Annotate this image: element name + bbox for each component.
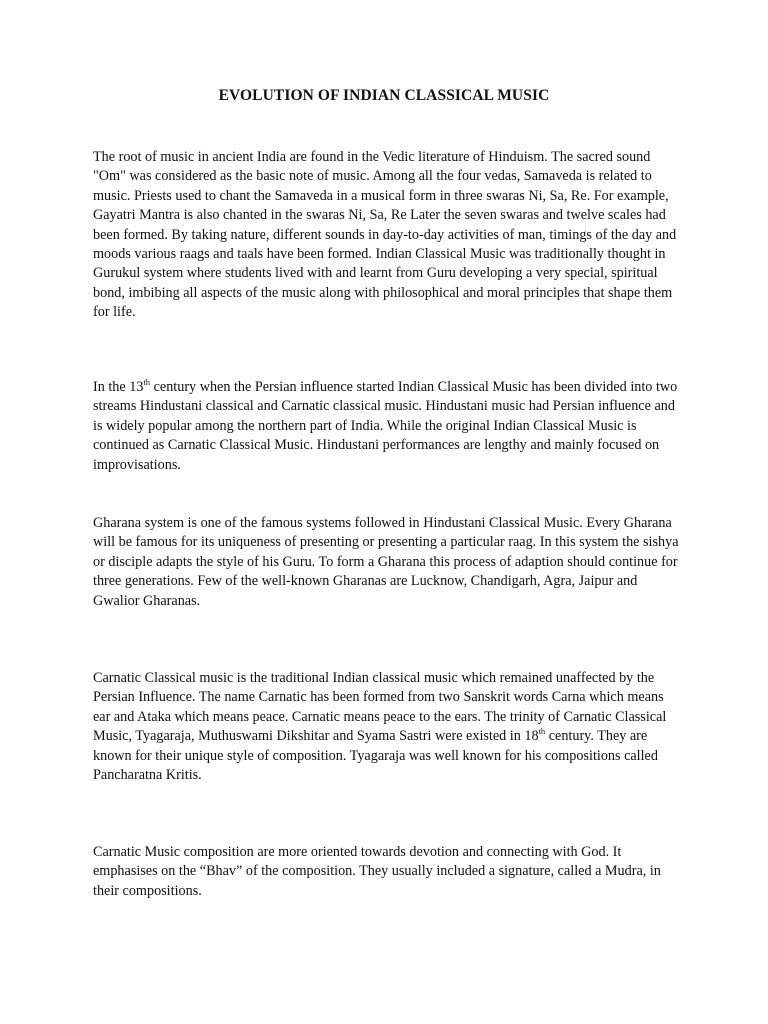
paragraph-vedic-roots: The root of music in ancient India are found in the Vedic literature of Hinduism. The sacred sound "Om" was considered as the basic note of music. Among all the four vedas, Samaveda is related to music. Priests used to chant the Samaveda in a musical form in three swaras Ni, Sa, Re. For example, Gayatri Mantra is also chanted in the swaras Ni, Sa, Re Later the seven swaras and twelve scales had been formed. By taking nature, different sounds in day-to-day activities of man, timings of the day and moods various raags and taals have been formed. Indian Classical Music was traditionally thought in Gurukul system where students lived with and learnt from Guru developing a very special, spiritual bond, imbibing all aspects of the music along with philosophical and moral principles that shape them for life. [93, 149, 677, 321]
paragraph-text: Carnatic Classical music is the traditional Indian classical music which remained unaffected by the Persian Influence. The name Carnatic has been formed from two Sanskrit words Carna which means ear and Ataka which means peace. Carnatic means peace to the ears. The trinity of Carnatic Classical Music, Tyagaraja, Muthuswami Dikshitar and Syama Sastri were existed in 18 [93, 670, 667, 745]
paragraph-text: In the 13 [93, 379, 144, 395]
paragraph-text: century. They are known for their unique style of composition. Tyagaraja was well known for his compositions called Pancharatna Kritis. [93, 728, 658, 784]
paragraph-persian-influence [93, 378, 683, 475]
document-title: EVOLUTION OF INDIAN CLASSICAL MUSIC [218, 87, 550, 104]
ordinal-suffix: th [143, 377, 151, 387]
paragraph-gharana-system: Gharana system is one of the famous systems followed in Hindustani Classical Music. Every Gharana will be famous for its uniqueness of presenting or presenting a particular raag. In this system the sishya or disciple adapts the style of his Guru. To form a Gharana this process of adaption should continue for three generations. Few of the well-known Gharanas are Lucknow, Chandigarh, Agra, Jaipur and Gwalior Gharanas. [93, 515, 679, 609]
paragraph-carnatic-music [93, 669, 683, 785]
ordinal-suffix: th [538, 726, 546, 737]
paragraph-carnatic-composition: Carnatic Music composition are more oriented towards devotion and connecting with God. It emphasises on the “Bhav” of the composition. They usually included a signature, called a Mudra, in their compositions. [93, 844, 661, 899]
paragraph-text: century when the Persian influence started Indian Classical Music has been divided into two streams Hindustani classical and Carnatic classical music. Hindustani music had Persian influence and is widely popular among the northern part of India. While the original Indian Classical Music is continued as Carnatic Classical Music. Hindustani performances are lengthy and mainly focused on improvisations. [93, 379, 678, 473]
